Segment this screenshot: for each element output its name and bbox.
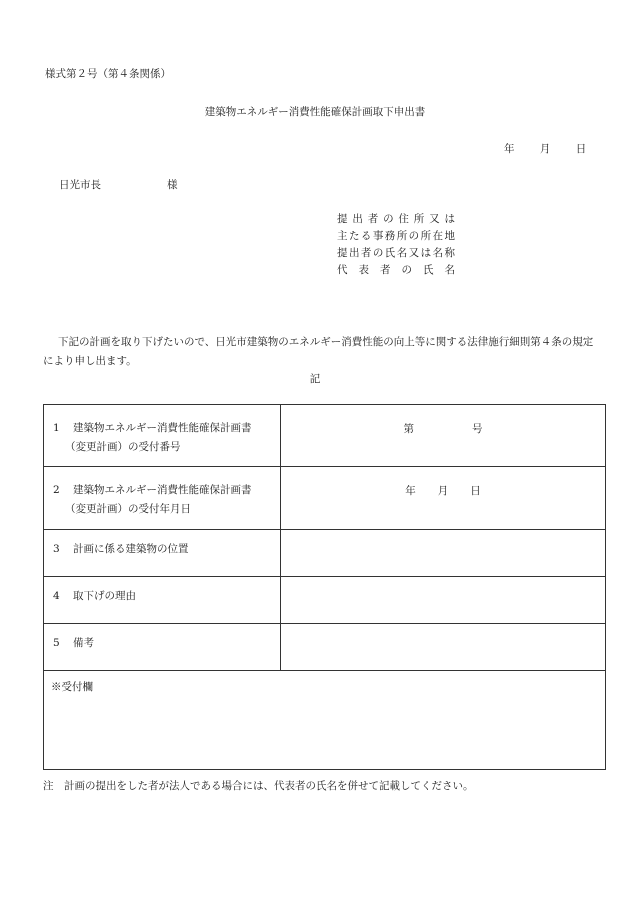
applicant-address-label: 提出者の住所又は [337,213,455,225]
row-label [44,577,281,624]
table-row [44,530,606,577]
date-month: 月 [539,143,551,155]
form-number: 様式第２号（第４条関係） [45,68,171,80]
date-year: 年 [504,143,515,155]
table-row [44,405,606,467]
ki-heading: 記 [309,373,321,385]
reception-number-field[interactable] [281,405,606,467]
reception-date-field[interactable] [281,467,606,530]
row-label-sub: （変更計画）の受付年月日 [65,503,191,515]
table-row [44,467,606,530]
row-label-text: 建築物エネルギー消費性能確保計画書 [73,484,252,496]
date-day: 日 [575,143,587,155]
row-number: 1 [53,422,60,434]
application-table [43,404,606,770]
row-label-text: 計画に係る建築物の位置 [73,543,189,555]
table-row [44,624,606,671]
row-label [44,467,281,530]
receipt-label: ※受付欄 [51,681,93,693]
date-line [504,141,586,156]
row-label-text: 取下げの理由 [73,590,136,602]
value-part: 号 [472,423,483,435]
representative-name-label: 代表者の氏名 [337,264,455,276]
document-title: 建築物エネルギー消費性能確保計画取下申出書 [204,106,426,118]
row-number: 4 [53,590,60,602]
row-label-text: 建築物エネルギー消費性能確保計画書 [73,422,252,434]
receipt-section [44,671,606,770]
addressee-honorific: 様 [167,179,178,191]
table-row [44,577,606,624]
applicant-office-label: 主たる事務所の所在地 [337,230,455,242]
row-label [44,624,281,671]
row-number: 3 [53,543,60,555]
remarks-field[interactable] [281,624,606,671]
row-label-text: 備考 [73,637,94,649]
addressee [59,177,178,192]
footnote: 注 計画の提出をした者が法人である場合には、代表者の氏名を併せて記載してください。 [43,780,474,792]
body-text: 下記の計画を取り下げたいので、日光市建築物のエネルギー消費性能の向上等に関する法律施行細則第４条の規定により申し出ます。 [43,336,594,367]
row-number: 5 [53,637,60,649]
row-label [44,530,281,577]
withdrawal-reason-field[interactable] [281,577,606,624]
applicant-name-label: 提出者の氏名又は名称 [337,247,455,259]
row-label-sub: （変更計画）の受付番号 [65,441,181,453]
value-part: 月 [437,485,449,497]
row-label [44,405,281,467]
table-row [44,671,606,770]
value-part: 日 [470,485,481,497]
applicant-block [337,211,455,279]
value-part: 第 [403,423,414,435]
value-part: 年 [405,485,416,497]
addressee-name: 日光市長 [59,179,101,191]
row-number: 2 [53,484,60,496]
building-location-field[interactable] [281,530,606,577]
